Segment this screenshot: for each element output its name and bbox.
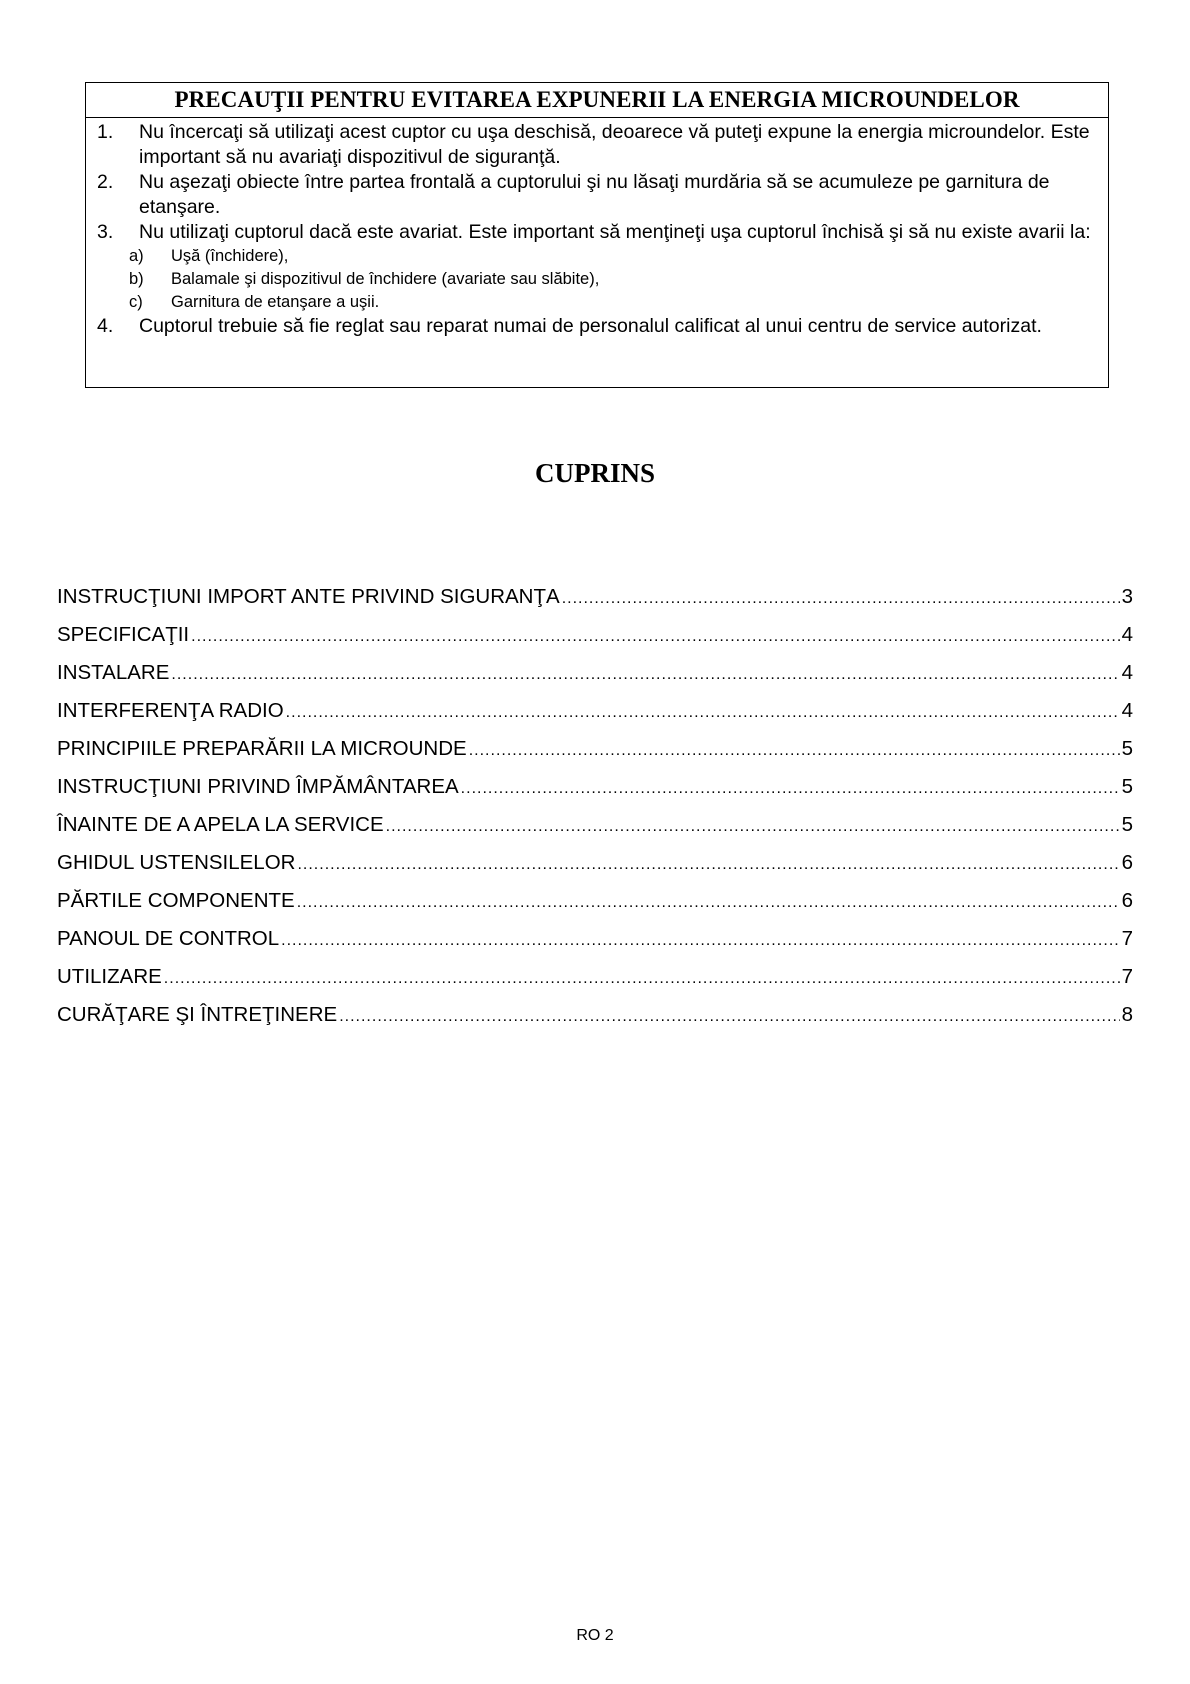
precautions-box [85, 82, 1109, 388]
precautions-title: PRECAUŢII PENTRU EVITAREA EXPUNERII LA ENERGIA MICROUNDELOR [86, 83, 1108, 118]
toc-dot-leader [461, 777, 1120, 801]
toc-entry-page: 7 [1121, 965, 1133, 988]
toc-entry[interactable] [57, 661, 1133, 699]
toc-entry-label: UTILIZARE [57, 965, 162, 988]
toc-dot-leader [297, 853, 1119, 877]
toc-entry-page: 5 [1121, 813, 1133, 836]
toc-entry-label: PANOUL DE CONTROL [57, 927, 280, 950]
item-number: 4. [97, 315, 114, 337]
precaution-subitem [86, 268, 1108, 291]
item-text: Nu încercaţi să utilizaţi acest cuptor cu uşa deschisă, deoarece vă puteţi expune la energia microundelor. Este important să nu avariaţi dispozitivul de siguranţă. [139, 121, 1090, 168]
toc-entry-page: 3 [1121, 585, 1133, 608]
toc-dot-leader [281, 929, 1119, 953]
toc-entry[interactable] [57, 623, 1133, 661]
toc-entry[interactable] [57, 699, 1133, 737]
precaution-item [86, 170, 1108, 220]
toc-entry[interactable] [57, 851, 1133, 889]
subitem-text: Garnitura de etanşare a uşii. [171, 293, 380, 311]
toc-dot-leader [286, 701, 1120, 725]
toc-entry-label: INTERFERENŢA RADIO [57, 699, 284, 722]
toc-entry-label: INSTRUCŢIUNI IMPORT ANTE PRIVIND SIGURANŢA [57, 585, 560, 608]
item-number: 1. [97, 121, 114, 143]
precaution-subitem [86, 291, 1108, 314]
toc-entry[interactable] [57, 1003, 1133, 1041]
toc-entry-page: 7 [1121, 927, 1133, 950]
subitem-text: Uşă (închidere), [171, 247, 289, 265]
precaution-item [86, 120, 1108, 170]
toc-dot-leader [386, 815, 1120, 839]
page-number: RO 2 [576, 1627, 614, 1644]
table-of-contents [57, 585, 1133, 1041]
precaution-item [86, 220, 1108, 245]
subitem-letter: c) [129, 293, 143, 311]
toc-entry-label: CURĂŢARE ŞI ÎNTREŢINERE [57, 1003, 338, 1026]
toc-heading: CUPRINS [534, 458, 655, 488]
toc-dot-leader [469, 739, 1120, 763]
toc-entry-label: SPECIFICAŢII [57, 623, 190, 646]
toc-entry-label: PĂRTILE COMPONENTE [57, 889, 295, 912]
toc-entry-label: PRINCIPIILE PREPARĂRII LA MICROUNDE [57, 737, 467, 760]
item-text: Cuptorul trebuie să fie reglat sau reparat numai de personalul calificat al unui centru de service autorizat. [139, 315, 1042, 337]
toc-entry[interactable] [57, 813, 1133, 851]
toc-entry-page: 4 [1121, 699, 1133, 722]
toc-entry[interactable] [57, 775, 1133, 813]
subitem-text: Balamale şi dispozitivul de închidere (avariate sau slăbite), [171, 270, 600, 288]
toc-entry-page: 4 [1121, 661, 1133, 684]
precaution-subitem [86, 245, 1108, 268]
toc-entry[interactable] [57, 927, 1133, 965]
toc-entry[interactable] [57, 737, 1133, 775]
toc-dot-leader [562, 587, 1120, 611]
toc-dot-leader [171, 663, 1119, 687]
toc-dot-leader [339, 1005, 1119, 1029]
toc-entry-page: 8 [1121, 1003, 1133, 1026]
toc-entry-label: INSTRUCŢIUNI PRIVIND ÎMPĂMÂNTAREA [57, 775, 459, 798]
item-number: 3. [97, 221, 114, 243]
toc-entry[interactable] [57, 965, 1133, 1003]
subitem-letter: a) [129, 247, 144, 265]
toc-entry-page: 5 [1121, 737, 1133, 760]
toc-dot-leader [191, 625, 1119, 649]
toc-entry-page: 4 [1121, 623, 1133, 646]
toc-dot-leader [164, 967, 1120, 991]
toc-entry[interactable] [57, 585, 1133, 623]
item-text: Nu utilizaţi cuptorul dacă este avariat. Este important să menţineţi uşa cuptorul închisă şi să nu existe avarii la: [139, 221, 1091, 243]
toc-dot-leader [297, 891, 1120, 915]
toc-entry[interactable] [57, 889, 1133, 927]
precaution-item [86, 314, 1108, 339]
toc-entry-label: INSTALARE [57, 661, 170, 684]
item-text: Nu aşezaţi obiecte între partea frontală a cuptorului şi nu lăsaţi murdăria să se acumuleze pe garnitura de etanşare. [139, 171, 1050, 218]
toc-entry-page: 5 [1121, 775, 1133, 798]
precautions-list [86, 118, 1108, 339]
toc-entry-label: GHIDUL USTENSILELOR [57, 851, 296, 874]
toc-entry-page: 6 [1121, 851, 1133, 874]
subitem-letter: b) [129, 270, 144, 288]
toc-entry-label: ÎNAINTE DE A APELA LA SERVICE [57, 813, 384, 836]
toc-entry-page: 6 [1121, 889, 1133, 912]
item-number: 2. [97, 171, 114, 193]
